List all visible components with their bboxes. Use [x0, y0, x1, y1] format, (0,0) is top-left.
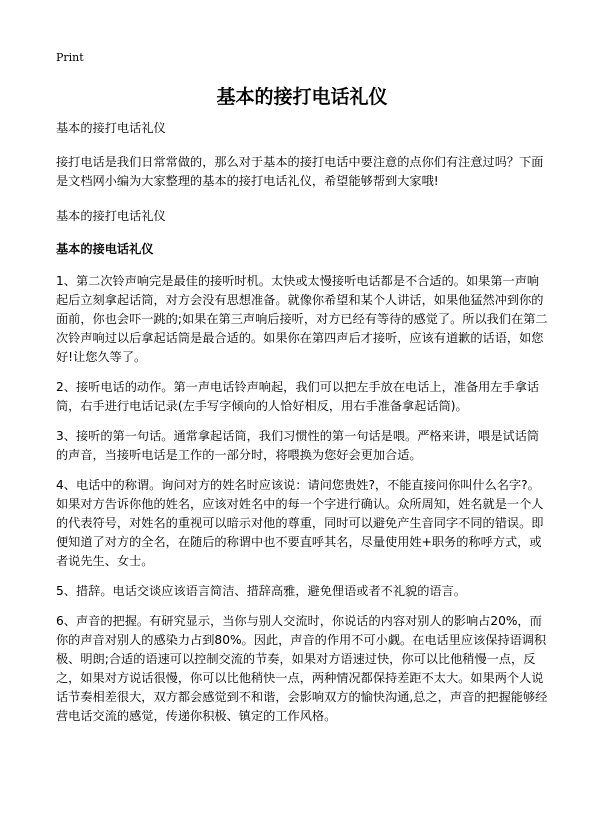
page-title: 基本的接打电话礼仪 — [216, 86, 388, 108]
list-item: 1、第二次铃声响完是最佳的接听时机。太快或太慢接听电话都是不合适的。如果第一声响起后立刻拿起话筒，对方会没有思想准备。就像你希望和某个人讲话，如果他猛然冲到你的面前，你也会吓一跳的;如果在第三声响后接听，对方已经有等待的感觉了。所以我们在第二次铃声响过以后拿起话筒是最合适的。如果你在第四声后才接听，应该有道歉的话语，如您好!让您久等了。 — [56, 274, 548, 364]
list-item: 6、声音的把握。有研究显示，当你与别人交流时，你说话的内容对别人的影响占20%，而你的声音对别人的感染力占到80%。因此，声音的作用不可小觑。在电话里应该保持语调积极、明朗;合适的语速可以控制交流的节奏，如果对方语速过快，你可以比他稍慢一点，反之，如果对方说话很慢，你可以比他稍快一点，两种情况都保持差距不太大。如果两个人说话节奏相差很大，双方都会感觉到不和谐，会影响双方的愉快沟通,总之，声音的把握能够经营电话交流的感觉，传递你积极、镇定的工作风格。 — [56, 614, 548, 723]
list-item: 2、接听电话的动作。第一声电话铃声响起，我们可以把左手放在电话上，准备用左手拿话筒，右手进行电话记录(左手写字倾向的人恰好相反，用右手准备拿起话筒)。 — [56, 380, 540, 413]
list-item: 5、措辞。电话交谈应该语言简洁、措辞高雅，避免俚语或者不礼貌的语言。 — [56, 584, 466, 598]
etiquette-list — [56, 272, 548, 726]
list-item: 3、接听的第一句话。通常拿起话筒，我们习惯性的第一句话是喂。严格来讲，喂是试话筒的声音，当接听电话是工作的一部分时，将喂换为您好会更加合适。 — [56, 429, 540, 462]
list-item: 4、电话中的称谓。询问对方的姓名时应该说：请问您贵姓?，不能直接问你叫什么名字?。如果对方告诉你他的姓名，应该对姓名中的每一个字进行确认。众所周知，姓名就是一个人的代表符号，对姓名的重视可以暗示对他的尊重，同时可以避免产生音同字不同的错误。即便知道了对方的全名，在随后的称谓中也不要直呼其名，尽量使用姓+职务的称呼方式，或者说先生、女士。 — [56, 478, 544, 568]
subtitle: 基本的接打电话礼仪 — [56, 121, 166, 135]
section-heading: 基本的接电话礼仪 — [56, 242, 154, 256]
intro-paragraph: 接打电话是我们日常常做的，那么对于基本的接打电话中要注意的点你们有注意过吗？下面是文档网小编为大家整理的基本的接打电话礼仪，希望能够帮到大家哦! — [56, 155, 544, 188]
subtitle-repeat: 基本的接打电话礼仪 — [56, 209, 166, 223]
print-link[interactable]: Print — [56, 51, 84, 64]
